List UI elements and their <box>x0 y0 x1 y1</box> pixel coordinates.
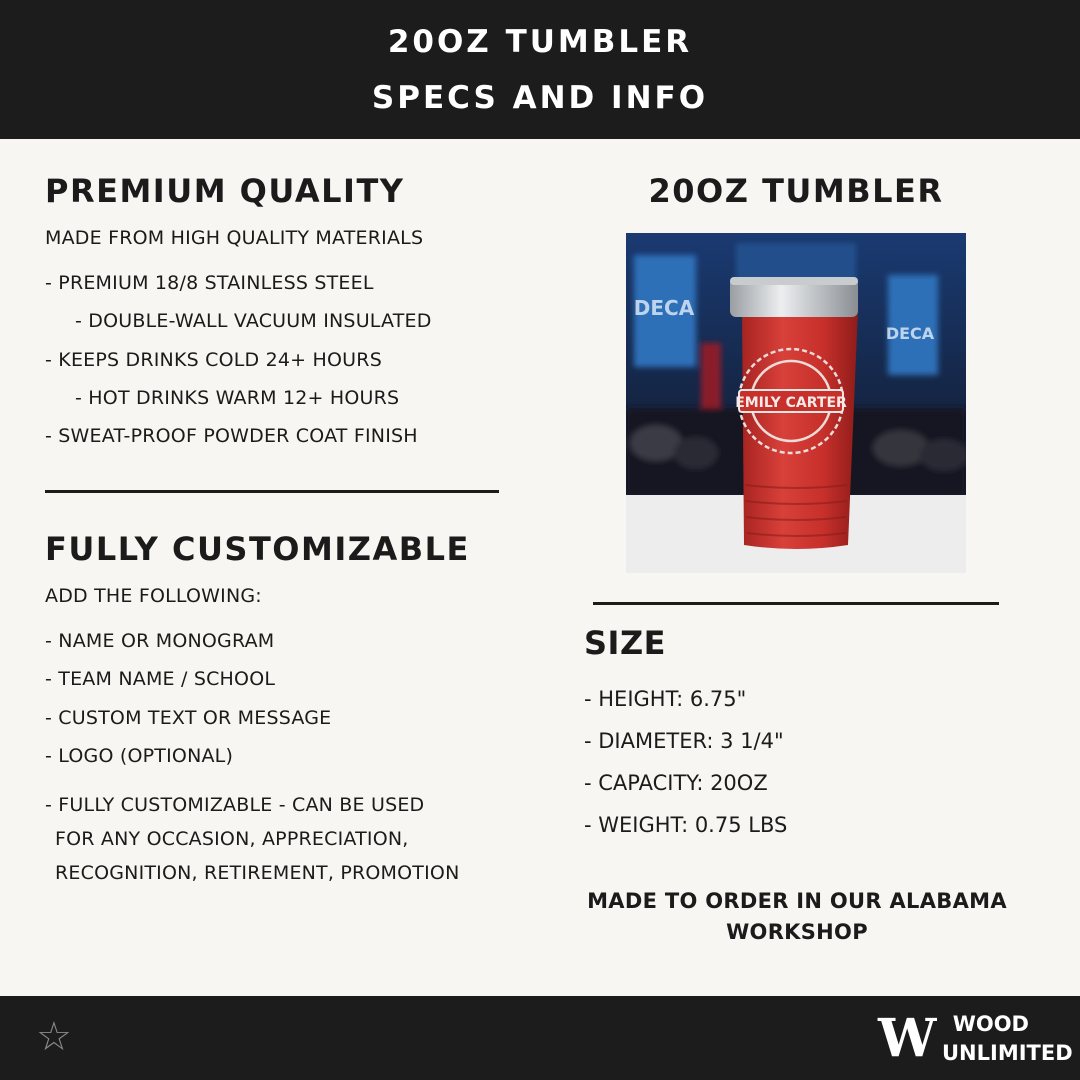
customizable-item: - NAME OR MONOGRAM <box>45 630 275 652</box>
section-divider <box>45 490 499 493</box>
size-item: - HEIGHT: 6.75" <box>584 687 747 711</box>
svg-text:W: W <box>878 1008 937 1064</box>
size-item: - DIAMETER: 3 1/4" <box>584 729 784 753</box>
engraving-name: EMILY CARTER <box>735 395 847 411</box>
page-footer <box>0 996 1080 1080</box>
premium-item: - DOUBLE-WALL VACUUM INSULATED <box>75 310 432 332</box>
banner-text: DECA <box>885 324 935 343</box>
customizable-item: - CUSTOM TEXT OR MESSAGE <box>45 707 332 729</box>
page-title-line-2: SPECS AND INFO <box>371 79 709 116</box>
brand-logo-line-1: WOOD <box>952 1012 1029 1036</box>
product-heading: 20OZ TUMBLER <box>648 172 944 210</box>
size-heading: SIZE <box>584 624 667 662</box>
customizable-intro: ADD THE FOLLOWING: <box>45 585 262 607</box>
customizable-note: - FULLY CUSTOMIZABLE - CAN BE USED <box>45 794 425 816</box>
product-photo <box>626 233 966 573</box>
premium-quality-heading: PREMIUM QUALITY <box>45 172 405 210</box>
customizable-item: - LOGO (OPTIONAL) <box>45 745 234 767</box>
premium-item: - KEEPS DRINKS COLD 24+ HOURS <box>45 349 382 371</box>
customizable-item: - TEAM NAME / SCHOOL <box>45 668 276 690</box>
premium-item: - SWEAT-PROOF POWDER COAT FINISH <box>45 425 418 447</box>
page-header <box>0 0 1080 139</box>
brand-logo-line-2: UNLIMITED <box>942 1041 1073 1065</box>
premium-intro: MADE FROM HIGH QUALITY MATERIALS <box>45 227 424 249</box>
premium-item: - HOT DRINKS WARM 12+ HOURS <box>75 387 400 409</box>
customizable-heading: FULLY CUSTOMIZABLE <box>45 530 470 568</box>
brand-logo-text <box>942 1010 1073 1068</box>
star-outline-icon: ☆ <box>36 1014 72 1060</box>
page-title-line-1: 20OZ TUMBLER <box>387 23 693 60</box>
made-to-order-note <box>584 886 1010 948</box>
made-to-order-line-1: MADE TO ORDER IN OUR ALABAMA <box>587 889 1007 913</box>
made-to-order-line-2: WORKSHOP <box>726 920 868 944</box>
size-item: - WEIGHT: 0.75 LBS <box>584 813 788 837</box>
wood-unlimited-logo-icon <box>876 1006 944 1064</box>
size-item: - CAPACITY: 20OZ <box>584 771 768 795</box>
customizable-note: FOR ANY OCCASION, APPRECIATION, <box>55 828 409 850</box>
size-divider <box>593 602 999 605</box>
customizable-note: RECOGNITION, RETIREMENT, PROMOTION <box>55 862 460 884</box>
premium-item: - PREMIUM 18/8 STAINLESS STEEL <box>45 272 374 294</box>
banner-text: DECA <box>633 296 695 320</box>
